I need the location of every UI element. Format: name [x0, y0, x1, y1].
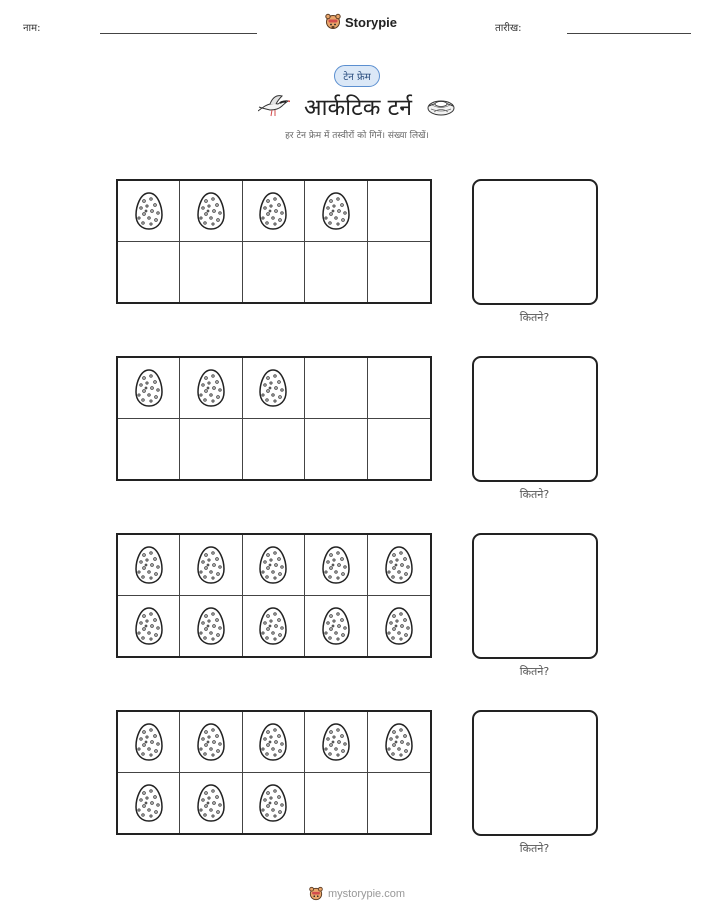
- spotted-egg-icon: [321, 191, 351, 231]
- spotted-egg-icon: [258, 191, 288, 231]
- ten-frame-cell: [368, 535, 430, 596]
- spotted-egg-icon: [384, 722, 414, 762]
- answer-box[interactable]: [472, 179, 598, 305]
- spotted-egg-icon: [258, 368, 288, 408]
- ten-frame-cell: [305, 535, 367, 596]
- ten-frame-cell: [118, 419, 180, 480]
- ten-frame: [116, 356, 432, 481]
- footer: [0, 886, 714, 902]
- ten-frame-cell: [180, 181, 242, 242]
- ten-frame-cell: [118, 358, 180, 419]
- ten-frame-cell: [305, 712, 367, 773]
- ten-frame: [116, 533, 432, 658]
- spotted-egg-icon: [134, 606, 164, 646]
- spotted-egg-icon: [384, 545, 414, 585]
- footer-url: mystorypie.com: [327, 888, 406, 900]
- ten-frame-cell: [368, 358, 430, 419]
- ten-frame-cell: [305, 596, 367, 657]
- brand-name: Storypie: [345, 14, 398, 30]
- spotted-egg-icon: [196, 606, 226, 646]
- ten-frame-cell: [305, 419, 367, 480]
- instruction-text: हर टेन फ्रेम में तस्वीरों को गिनें। संख्या लिखें।: [285, 131, 429, 141]
- ten-frame-cell: [243, 535, 305, 596]
- ten-frame: [116, 710, 432, 835]
- spotted-egg-icon: [258, 606, 288, 646]
- name-label: नाम:: [23, 23, 41, 34]
- date-line[interactable]: [567, 33, 691, 34]
- ten-frame-cell: [180, 419, 242, 480]
- answer-box[interactable]: [472, 533, 598, 659]
- ten-frame-cell: [118, 596, 180, 657]
- spotted-egg-icon: [134, 722, 164, 762]
- answer-label: कितने?: [519, 665, 550, 678]
- ten-frame-cell: [243, 242, 305, 303]
- ten-frame-cell: [118, 773, 180, 834]
- ten-frame-cell: [243, 712, 305, 773]
- name-line[interactable]: [100, 33, 257, 34]
- answer-box[interactable]: [472, 710, 598, 836]
- ten-frame-cell: [368, 712, 430, 773]
- spotted-egg-icon: [321, 545, 351, 585]
- title-row: [0, 90, 714, 122]
- worksheet-tag: टेन फ्रेम: [334, 65, 379, 87]
- spotted-egg-icon: [196, 722, 226, 762]
- ten-frame-cell: [243, 358, 305, 419]
- ten-frame-cell: [118, 242, 180, 303]
- answer-box[interactable]: [472, 356, 598, 482]
- ten-frame-cell: [305, 358, 367, 419]
- ten-frame-cell: [368, 596, 430, 657]
- spotted-egg-icon: [196, 191, 226, 231]
- answer-label: कितने?: [519, 311, 550, 324]
- spotted-egg-icon: [196, 545, 226, 585]
- ten-frame-cell: [368, 773, 430, 834]
- spotted-egg-icon: [134, 191, 164, 231]
- spotted-egg-icon: [321, 606, 351, 646]
- spotted-egg-icon: [321, 722, 351, 762]
- ten-frame-cell: [243, 596, 305, 657]
- ten-frame-cell: [180, 358, 242, 419]
- spotted-egg-icon: [258, 545, 288, 585]
- spotted-egg-icon: [384, 606, 414, 646]
- spotted-egg-icon: [134, 368, 164, 408]
- ten-frame-cell: [180, 773, 242, 834]
- answer-label: कितने?: [519, 842, 550, 855]
- ten-frame-cell: [243, 419, 305, 480]
- spotted-egg-icon: [258, 783, 288, 823]
- ten-frame-cell: [180, 535, 242, 596]
- arctic-tern-bird-icon: [258, 92, 290, 120]
- ten-frame-cell: [305, 181, 367, 242]
- nest-icon: [426, 95, 456, 117]
- ten-frame-cell: [180, 242, 242, 303]
- ten-frame-cell: [118, 712, 180, 773]
- ten-frame-cell: [368, 181, 430, 242]
- ten-frame: [116, 179, 432, 304]
- brand-logo: [325, 13, 397, 31]
- storypie-mascot-icon: [325, 13, 341, 31]
- spotted-egg-icon: [258, 722, 288, 762]
- ten-frame-cell: [118, 535, 180, 596]
- ten-frame-cell: [180, 712, 242, 773]
- spotted-egg-icon: [196, 783, 226, 823]
- ten-frame-cell: [368, 242, 430, 303]
- worksheet-title: आर्कटिक टर्न: [303, 95, 413, 121]
- ten-frame-cell: [305, 773, 367, 834]
- ten-frame-cell: [118, 181, 180, 242]
- ten-frame-cell: [305, 242, 367, 303]
- answer-label: कितने?: [519, 488, 550, 501]
- ten-frame-cell: [243, 181, 305, 242]
- ten-frame-cell: [243, 773, 305, 834]
- ten-frame-cell: [180, 596, 242, 657]
- date-label: तारीख:: [495, 23, 522, 34]
- spotted-egg-icon: [134, 783, 164, 823]
- storypie-mascot-icon: [309, 886, 323, 902]
- spotted-egg-icon: [196, 368, 226, 408]
- ten-frame-cell: [368, 419, 430, 480]
- spotted-egg-icon: [134, 545, 164, 585]
